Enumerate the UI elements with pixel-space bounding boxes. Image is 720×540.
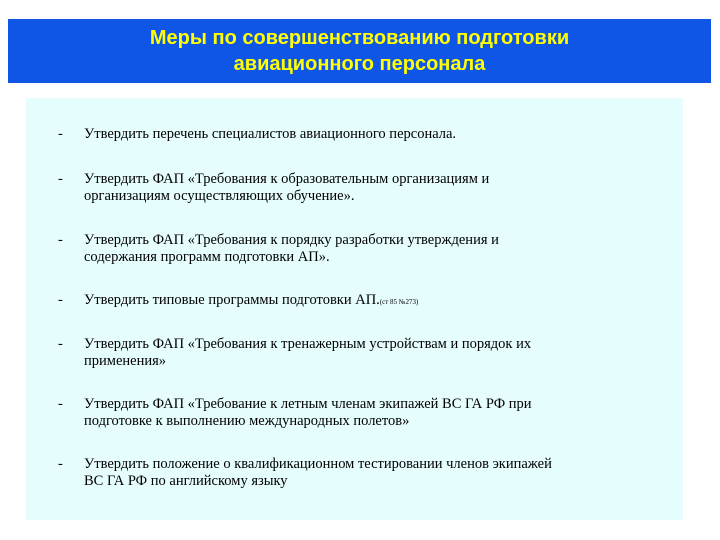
item-line: Утвердить ФАП «Требования к тренажерным устройствам и порядок их bbox=[84, 336, 532, 352]
item-line: применения» bbox=[84, 353, 167, 369]
bullet-dash: - bbox=[58, 126, 63, 142]
list-item bbox=[58, 292, 673, 311]
item-line: организациям осуществляющих обучение». bbox=[84, 188, 355, 204]
item-line: Утвердить ФАП «Требование к летным членам экипажей ВС ГА РФ при bbox=[84, 396, 532, 412]
item-line: подготовке к выполнению международных полетов» bbox=[84, 413, 410, 429]
item-line: ВС ГА РФ по английскому языку bbox=[84, 473, 288, 489]
title-line-1: Меры по совершенствованию подготовки bbox=[149, 27, 570, 49]
bullet-dash: - bbox=[58, 232, 63, 248]
bullet-dash: - bbox=[58, 171, 63, 187]
item-line bbox=[84, 292, 673, 311]
item-line: Утвердить ФАП «Требования к порядку разработки утверждения и bbox=[84, 232, 499, 248]
item-reference: (ст 85 №273) bbox=[379, 298, 419, 306]
list-item bbox=[58, 396, 673, 430]
item-line: Утвердить перечень специалистов авиационного персонала. bbox=[84, 126, 457, 142]
bullet-dash: - bbox=[58, 336, 63, 352]
list-item bbox=[58, 232, 673, 266]
bullet-dash: - bbox=[58, 292, 63, 308]
title-banner bbox=[8, 19, 711, 83]
item-line: Утвердить положение о квалификационном тестировании членов экипажей bbox=[84, 456, 552, 472]
bullet-dash: - bbox=[58, 456, 63, 472]
bullet-dash: - bbox=[58, 396, 63, 412]
list-item bbox=[58, 456, 673, 490]
list-item bbox=[58, 126, 673, 143]
item-line: Утвердить ФАП «Требования к образовательным организациям и bbox=[84, 171, 490, 187]
item-line: содержания программ подготовки АП». bbox=[84, 249, 330, 265]
list-item bbox=[58, 336, 673, 370]
title-line-2: авиационного персонала bbox=[233, 53, 486, 75]
item-text: Утвердить типовые программы подготовки АП. bbox=[84, 292, 380, 308]
content-box bbox=[26, 98, 683, 520]
list-item bbox=[58, 171, 673, 205]
